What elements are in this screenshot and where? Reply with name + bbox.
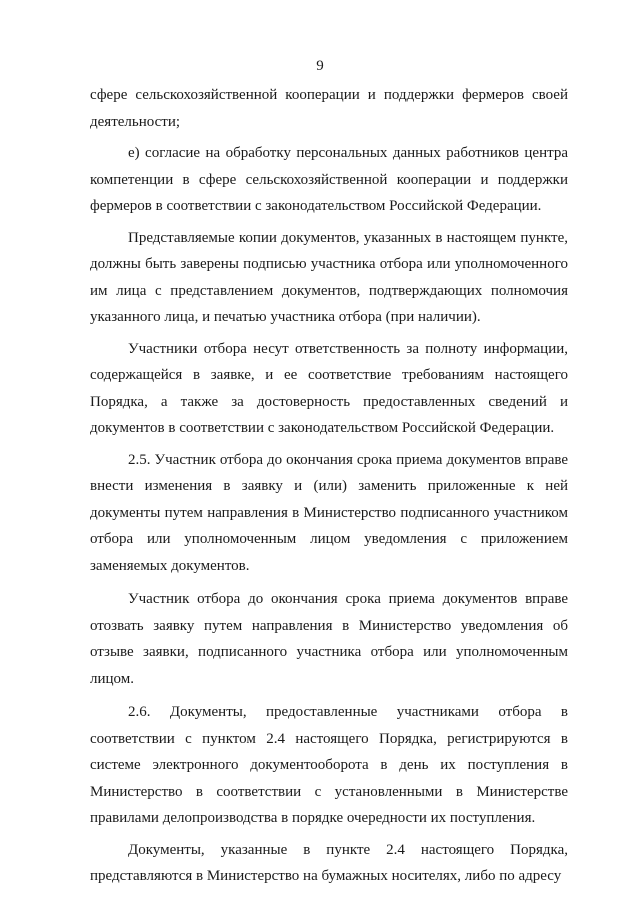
document-body (90, 82, 568, 890)
paragraph-continuation: сфере сельскохозяйственной кооперации и поддержки фермеров своей деятельности; (90, 87, 568, 130)
paragraph-clause-2-6: 2.6. Документы, предоставленные участниками отбора в соответствии с пунктом 2.4 настоящего Порядка, регистрируются в системе электронного документооборота в день их поступления в Министерство в соответствии с установленными в Министерстве правилами делопроизводства в порядке очередности их поступления. (90, 704, 568, 826)
paragraph-responsibility: Участники отбора несут ответственность за полноту информации, содержащейся в заявке, и ее соответствие требованиям настоящего Порядка, а также за достоверность предоставленных сведений и документов в соответствии с законодательством Российской Федерации. (90, 340, 568, 436)
paragraph-clause-2-5: 2.5. Участник отбора до окончания срока приема документов вправе внести изменения в заявку и (или) заменить приложенные к ней документы путем направления в Министерство подписанного участником отбора или уполномоченным лицом уведомления с приложением заменяемых документов. (90, 451, 568, 574)
page-number: 9 (316, 58, 324, 74)
paragraph-paper-submission: Документы, указанные в пункте 2.4 настоящего Порядка, представляются в Министерство на бумажных носителях, либо по адресу (90, 841, 568, 884)
paragraph-consent-item: е) согласие на обработку персональных данных работников центра компетенции в сфере сельскохозяйственной кооперации и поддержки фермеров в соответствии с законодательством Российской Федерации. (90, 145, 568, 214)
paragraph-document-copies: Представляемые копии документов, указанных в настоящем пункте, должны быть заверены подписью участника отбора или уполномоченного им лица с представлением документов, подтверждающих полномочия указанного лица, и печатью участника отбора (при наличии). (90, 229, 568, 325)
paragraph-withdrawal: Участник отбора до окончания срока приема документов вправе отозвать заявку путем направления в Министерство уведомления об отзыве заявки, подписанного участника отбора или уполномоченным лицом. (90, 591, 568, 687)
